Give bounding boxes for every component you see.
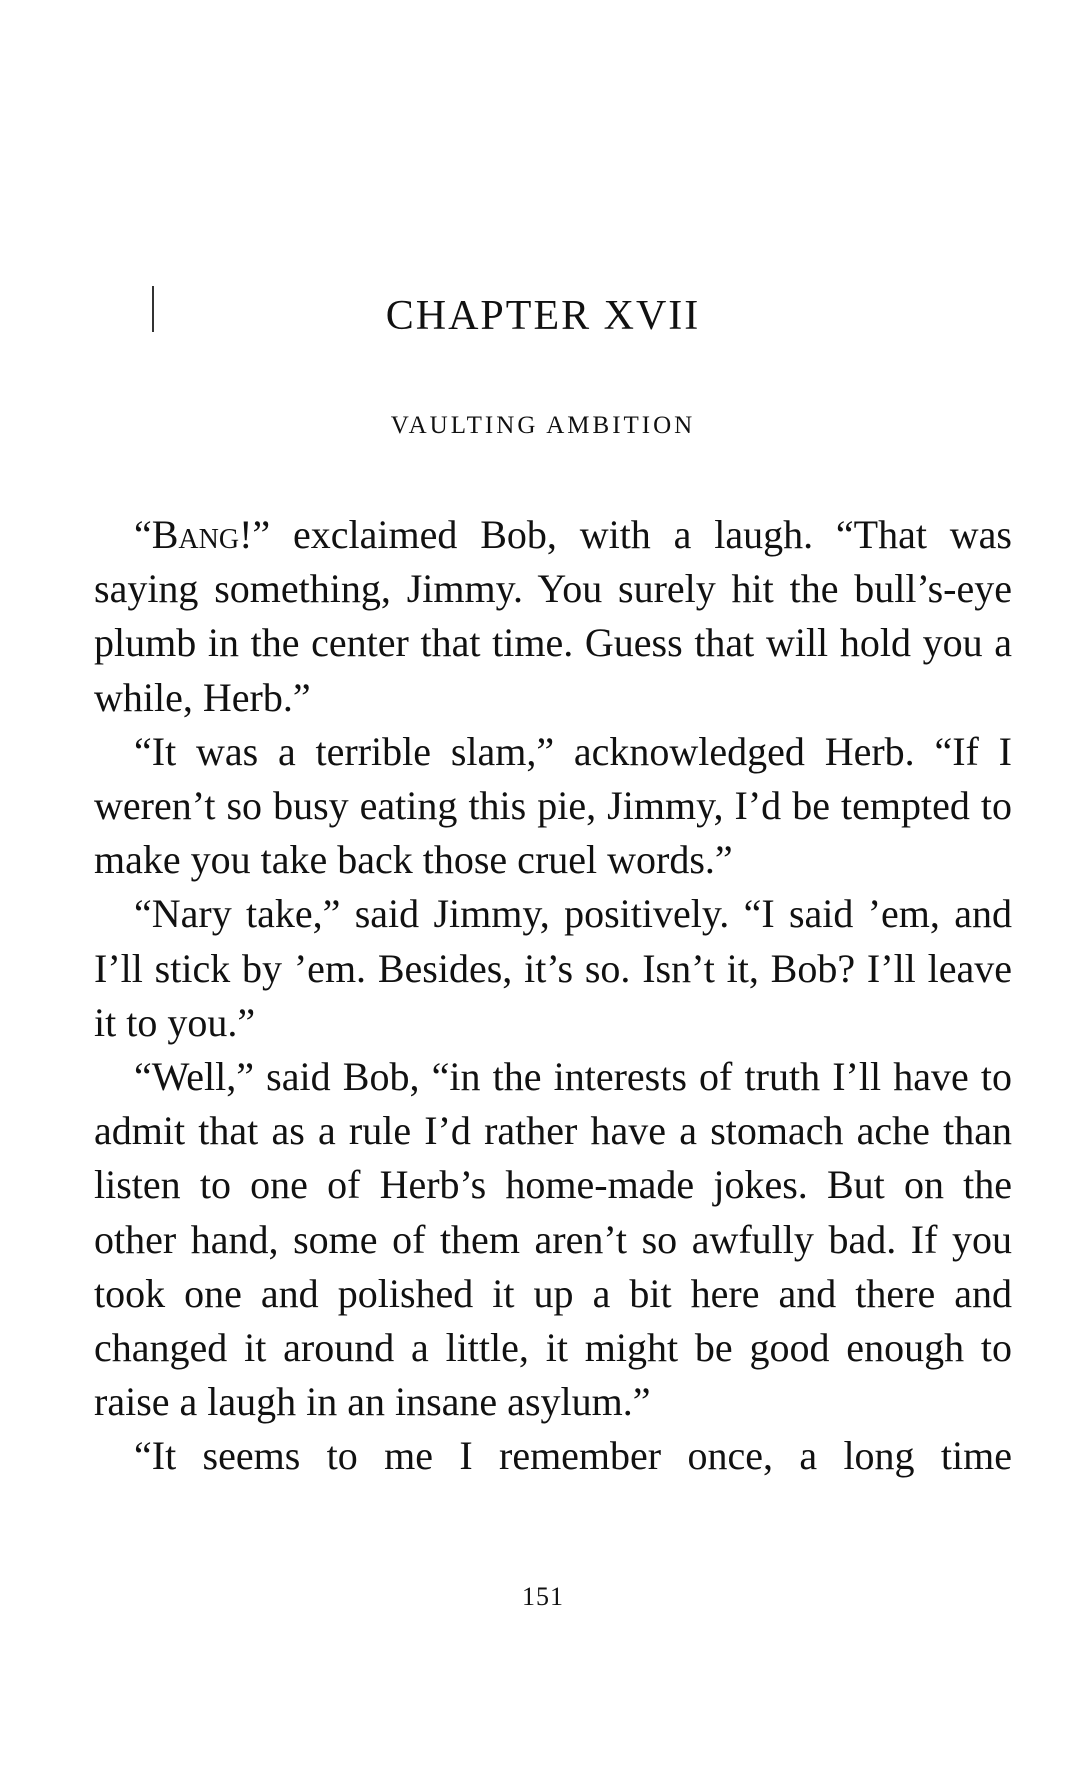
paragraph-4: “Well,” said Bob, “in the interests of truth I’ll have to admit that as a rule I’d rather have a stomach ache than listen to one of Herb’s home-made jokes. But on the other hand, some of them aren’t so awfully bad. If you took one and polished it up a bit here and there and changed it around a little, it might be good enough to raise a laugh in an insane asylum.” [94, 1054, 1012, 1425]
paragraph-2: “It was a terrible slam,” acknowledged Herb. “If I weren’t so busy eating this pie, Jimmy, I’d be tempted to make you take back those cruel words.” [94, 728, 1012, 883]
paragraph-lead: “Bang [134, 512, 240, 557]
paragraph-text: !” exclaimed Bob, with a laugh. “That was saying something, Jimmy. You surely hit the bull’s-eye plumb in the center that time. Guess that will hold you a while, Herb.” [94, 512, 1012, 720]
chapter-subtitle: VAULTING AMBITION [390, 412, 696, 439]
paragraph-5: “It seems to me I remember once, a long time [134, 1433, 1012, 1479]
page-number: 151 [522, 1582, 564, 1611]
paragraph-1 [94, 508, 1012, 725]
body-text [94, 508, 1012, 1484]
paragraph-3: “Nary take,” said Jimmy, positively. “I said ’em, and I’ll stick by ’em. Besides, it’s so. Isn’t it, Bob? I’ll leave it to you.” [94, 891, 1012, 1045]
chapter-title: CHAPTER XVII [385, 293, 701, 339]
